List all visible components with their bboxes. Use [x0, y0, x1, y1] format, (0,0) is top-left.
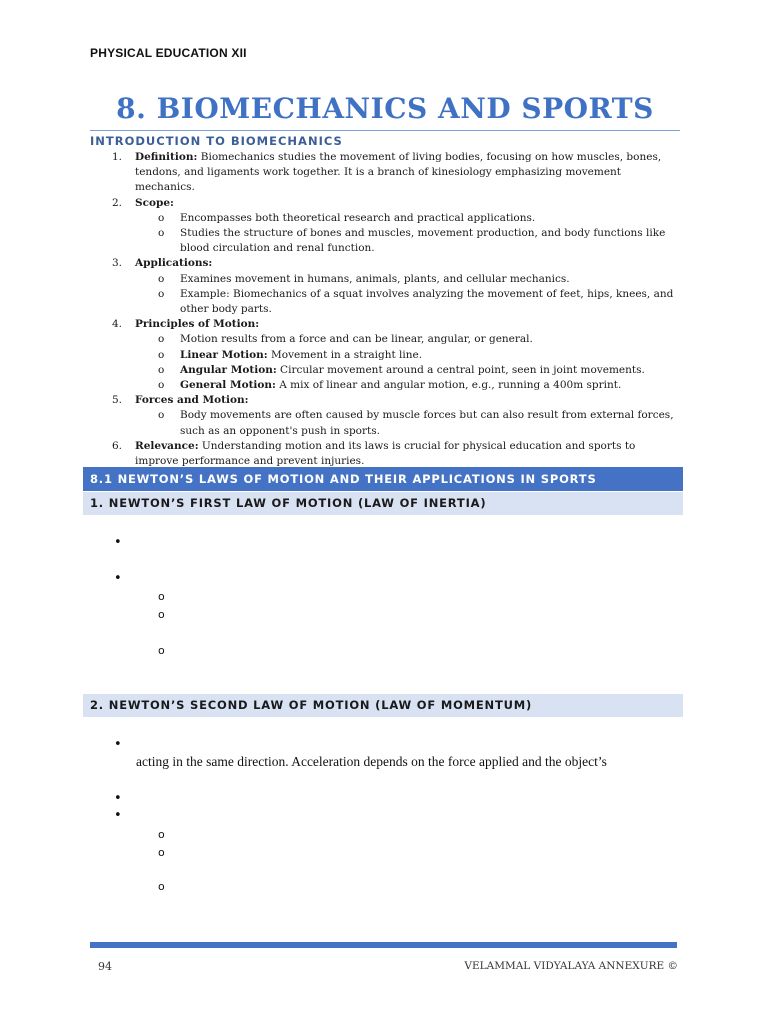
intro-item-number: 1. [112, 151, 123, 163]
law2-sub-bullet-1: o [158, 828, 165, 841]
law2-bullet-3: • [114, 808, 122, 823]
intro-sub-item-text: A mix of linear and angular motion, e.g., running a 400m sprint. [275, 379, 622, 392]
intro-sub-item [90, 211, 680, 226]
law2-sub-bullet-3: o [158, 880, 165, 893]
intro-item-number: 6. [112, 439, 123, 452]
law1-heading-bar: 1. NEWTON’S FIRST LAW OF MOTION (LAW OF INERTIA) [83, 492, 683, 515]
law1-sub-bullet-3: o [158, 644, 165, 657]
intro-item-text: Biomechanics studies the movement of living bodies, focusing on how muscles, bones, tendons, and ligaments work together. It is a branch of kinesiology emphasizing movement mechanics. [135, 151, 662, 194]
intro-item-text: Understanding motion and its laws is crucial for physical education and sports to improve performance and prevent injuries. [135, 439, 636, 468]
footer-brand: VELAMMAL VIDYALAYA ANNEXURE © [464, 960, 678, 972]
intro-sub-item-text: Studies the structure of bones and muscles, movement production, and body functions like blood circulation and renal function. [180, 227, 666, 255]
sub-bullet-mark: o [158, 287, 165, 300]
intro-item-number: 4. [112, 318, 123, 331]
intro-item [90, 150, 680, 196]
sub-bullet-mark: o [158, 333, 165, 346]
intro-item [90, 317, 680, 332]
intro-sub-item [90, 332, 680, 347]
intro-item-label: Definition: [135, 151, 198, 163]
intro-sub-item [90, 287, 680, 317]
sub-bullet-mark: o [158, 363, 165, 376]
footer-rule [90, 942, 677, 948]
law2-sub-bullet-2: o [158, 846, 165, 859]
intro-sub-item [90, 408, 680, 438]
intro-item-label: Forces and Motion: [135, 394, 249, 407]
intro-item-number: 2. [112, 196, 123, 209]
intro-list [90, 150, 680, 469]
chapter-title: 8. BIOMECHANICS AND SPORTS [116, 92, 654, 125]
intro-sub-item-label: Linear Motion: [180, 348, 268, 361]
intro-item [90, 196, 680, 211]
law1-bullet-2: • [114, 571, 122, 586]
intro-item-label: Relevance: [135, 439, 199, 452]
intro-sub-item [90, 363, 680, 378]
intro-sub-item-text: Body movements are often caused by muscle forces but can also result from external forces, such as an opponent's push in sports. [180, 409, 674, 437]
section-8-1-heading-bar: 8.1 NEWTON’S LAWS OF MOTION AND THEIR APPLICATIONS IN SPORTS [83, 467, 683, 491]
running-header: PHYSICAL EDUCATION XII [90, 46, 247, 60]
intro-sub-item-label: General Motion: [180, 379, 276, 392]
sub-bullet-mark: o [158, 409, 165, 422]
intro-sub-item [90, 272, 680, 287]
sub-bullet-mark: o [158, 211, 165, 224]
law1-sub-bullet-2: o [158, 608, 165, 621]
law1-bullet-1: • [114, 535, 122, 550]
intro-item-number: 5. [112, 394, 123, 407]
law2-bullet-2: • [114, 791, 122, 806]
intro-item-label: Applications: [135, 257, 213, 270]
intro-sub-item-text: Example: Biomechanics of a squat involves analyzing the movement of feet, hips, knees, and other body parts. [180, 287, 674, 316]
intro-item-number: 3. [112, 257, 123, 270]
sub-bullet-mark: o [158, 348, 165, 361]
sub-bullet-mark: o [158, 227, 165, 240]
intro-sub-item-text: Movement in a straight line. [267, 348, 423, 361]
law1-sub-bullet-1: o [158, 590, 165, 603]
intro-item-label: Scope: [135, 196, 174, 209]
law2-bullet-1: • [114, 737, 122, 752]
title-underline [90, 130, 680, 131]
intro-sub-item-text: Circular movement around a central point, seen in joint movements. [276, 363, 645, 376]
intro-sub-item-text: Examines movement in humans, animals, plants, and cellular mechanics. [180, 272, 570, 285]
page-number: 94 [98, 960, 112, 973]
intro-heading: INTRODUCTION TO BIOMECHANICS [90, 134, 343, 148]
intro-item-label: Principles of Motion: [135, 318, 260, 331]
intro-sub-item [90, 226, 680, 256]
intro-sub-item [90, 348, 680, 363]
intro-item [90, 393, 680, 408]
sub-bullet-mark: o [158, 272, 165, 285]
intro-item [90, 256, 680, 271]
intro-sub-item-text: Encompasses both theoretical research and practical applications. [180, 211, 536, 224]
law2-partial-text: acting in the same direction. Acceleration depends on the force applied and the object’s [136, 754, 607, 769]
sub-bullet-mark: o [158, 379, 165, 392]
intro-sub-item-text: Motion results from a force and can be linear, angular, or general. [180, 333, 533, 346]
intro-item [90, 439, 680, 469]
law2-heading-bar: 2. NEWTON’S SECOND LAW OF MOTION (LAW OF MOMENTUM) [83, 694, 683, 717]
intro-sub-item-label: Angular Motion: [180, 363, 277, 376]
intro-sub-item [90, 378, 680, 393]
